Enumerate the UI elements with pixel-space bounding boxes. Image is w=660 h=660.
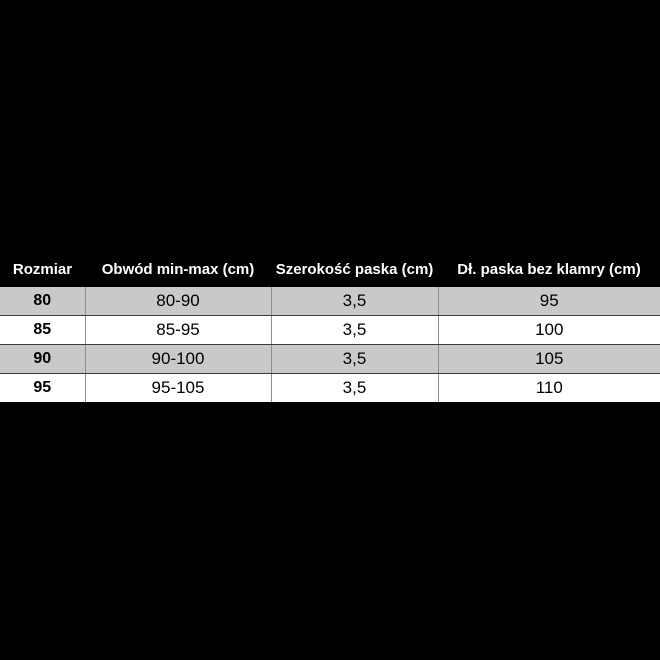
table-row bbox=[0, 374, 660, 403]
table-body bbox=[0, 287, 660, 402]
cell-circumference: 95-105 bbox=[85, 374, 271, 403]
cell-belt-width: 3,5 bbox=[271, 374, 438, 403]
table-header bbox=[0, 253, 660, 287]
column-header-belt-width: Szerokość paska (cm) bbox=[271, 253, 438, 287]
cell-belt-length: 95 bbox=[438, 287, 660, 316]
cell-size: 85 bbox=[0, 316, 85, 345]
cell-belt-width: 3,5 bbox=[271, 287, 438, 316]
column-header-circumference: Obwód min-max (cm) bbox=[85, 253, 271, 287]
size-table bbox=[0, 253, 660, 402]
cell-size: 95 bbox=[0, 374, 85, 403]
table-header-row bbox=[0, 253, 660, 287]
cell-belt-length: 105 bbox=[438, 345, 660, 374]
cell-size: 90 bbox=[0, 345, 85, 374]
column-header-size: Rozmiar bbox=[0, 253, 85, 287]
table-row bbox=[0, 345, 660, 374]
cell-circumference: 90-100 bbox=[85, 345, 271, 374]
column-header-belt-length: Dł. paska bez klamry (cm) bbox=[438, 253, 660, 287]
cell-belt-width: 3,5 bbox=[271, 345, 438, 374]
cell-size: 80 bbox=[0, 287, 85, 316]
cell-belt-width: 3,5 bbox=[271, 316, 438, 345]
size-table-container bbox=[0, 253, 660, 402]
cell-circumference: 80-90 bbox=[85, 287, 271, 316]
cell-belt-length: 100 bbox=[438, 316, 660, 345]
cell-belt-length: 110 bbox=[438, 374, 660, 403]
cell-circumference: 85-95 bbox=[85, 316, 271, 345]
table-row bbox=[0, 287, 660, 316]
table-row bbox=[0, 316, 660, 345]
